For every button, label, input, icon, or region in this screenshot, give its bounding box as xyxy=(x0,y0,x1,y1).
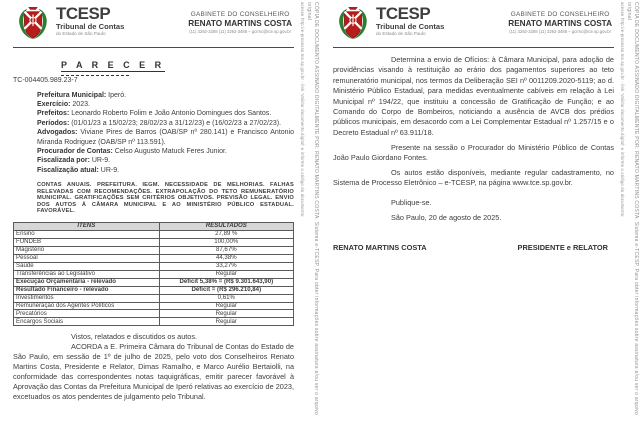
table-column-header: ITENS xyxy=(14,222,160,230)
logo-acronym: TCESP xyxy=(376,4,431,23)
body-paragraph: São Paulo, 20 de agosto de 2025. xyxy=(391,212,502,222)
table-cell-item: Investimentos xyxy=(14,294,160,302)
signature-role: PRESIDENTE e RELATOR xyxy=(517,243,608,253)
case-info-label: Exercício: xyxy=(37,100,71,108)
body-paragraph: ACORDA a E. Primeira Câmara do Tribunal de Contas do Estado de São Paulo, em sessão de 1º de julho de 2025, pelo voto dos Conselheiros Renato Martins Costa, Presidente e Relator, Dimas Ramalho, e Marco Aurélio Bertaiolli, na conformidade das correspondentes notas taquigráficas, emitir parecer favorável à Aprovação das Contas da Prefeitura Municipal de Iperó relativas ao exercício de 2023, excetuados os atos pendentes de julgamento pelo Tribunal. xyxy=(13,342,294,401)
case-info-label: Prefeitura Municipal: xyxy=(37,91,107,99)
case-info-line: Fiscalizada por: UR-9. xyxy=(37,157,111,165)
case-info-label: Fiscalização atual: xyxy=(37,166,99,174)
body-paragraph: Presente na sessão o Procurador do Ministério Público de Contas João Paulo Giordano Fontes. xyxy=(333,142,614,163)
table-cell-item: Saúde xyxy=(14,262,160,270)
table-cell-result: Regular xyxy=(159,310,293,318)
office-block xyxy=(188,5,294,34)
case-info-label: Prefeitos: xyxy=(37,110,70,118)
results-table xyxy=(13,222,294,327)
table-row xyxy=(14,294,294,302)
page1-body xyxy=(13,332,294,401)
document-title: P A R E C E R xyxy=(61,60,165,70)
table-cell-item: Ensino xyxy=(14,230,160,238)
office-contact: (11) 3292-3258 (11) 3292-3488 – gcrmc@tce.sp.gov.br xyxy=(509,29,612,34)
watermark-line1: CÓPIA DE DOCUMENTO ASSINADO DIGITALMENTE POR: RENATO MARTINS COSTA. Sistema e-TCESP. Para obter informações sobre assinatura e/ou ver o arquivo original xyxy=(306,2,319,415)
table-cell-result: Déficit = (R$ 296.210,84) xyxy=(159,286,293,294)
table-header-row xyxy=(14,222,294,230)
page-2 xyxy=(320,0,640,426)
case-info-line: Procurador de Contas: Celso Augusto Matuck Feres Junior. xyxy=(37,147,227,155)
sao-paulo-coat-of-arms-icon xyxy=(13,6,53,44)
body-paragraph: Vistos, relatados e discutidos os autos. xyxy=(71,332,198,342)
table-cell-item: Precatórios xyxy=(14,310,160,318)
case-info-label: Procurador de Contas: xyxy=(37,147,113,155)
logo-subtitle: Tribunal de Contas xyxy=(56,22,125,31)
title-block xyxy=(61,55,165,76)
table-cell-result: 87,67% xyxy=(159,246,293,254)
logo-subtitle: Tribunal de Contas xyxy=(376,22,445,31)
sao-paulo-coat-of-arms-icon xyxy=(333,6,373,44)
table-cell-result: 0,61% xyxy=(159,294,293,302)
body-paragraph: Publique-se. xyxy=(391,197,432,207)
table-cell-result: 27,89 % xyxy=(159,230,293,238)
case-info-label: Fiscalizada por: xyxy=(37,157,90,165)
case-info-label: Advogados: xyxy=(37,129,78,137)
table-row xyxy=(14,230,294,238)
logo-subtitle-2: do Estado de São Paulo xyxy=(56,30,106,36)
table-cell-result: 100,00% xyxy=(159,238,293,246)
table-cell-item: Execução Orçamentária - relevado xyxy=(14,278,160,286)
table-cell-result: Regular xyxy=(159,302,293,310)
watermark-line2: acesse http://e-processo.tce.sp.gov.br - link 'Validar documento digital' e informe o código do documento: xyxy=(620,2,625,218)
header-divider xyxy=(13,47,294,48)
office-title: GABINETE DO CONSELHEIRO xyxy=(510,11,610,18)
case-info-block xyxy=(37,91,294,176)
case-info-line: Fiscalização atual: UR-9. xyxy=(37,166,120,174)
table-cell-item: Transferências ao Legislativo xyxy=(14,270,160,278)
counselor-name: RENATO MARTINS COSTA xyxy=(508,19,612,28)
case-number: TC-004405.989.23-7 xyxy=(13,76,78,84)
office-title: GABINETE DO CONSELHEIRO xyxy=(190,11,290,18)
office-block xyxy=(508,5,614,34)
page2-body xyxy=(333,55,614,223)
signature-name: RENATO MARTINS COSTA xyxy=(333,243,427,253)
watermark-line2: acesse http://e-processo.tce.sp.gov.br - link 'Validar documento digital' e informe o código do documento: xyxy=(300,2,305,218)
case-info-line: Períodos: (01/01/23 a 15/02/23; 28/02/23 a 31/12/23) e (16/02/23 a 27/02/23). xyxy=(37,119,282,127)
watermark-line1: CÓPIA DE DOCUMENTO ASSINADO DIGITALMENTE POR: RENATO MARTINS COSTA. Sistema e-TCESP. Para obter informações sobre assinatura e/ou ver o arquivo original xyxy=(626,2,639,415)
table-row xyxy=(14,262,294,270)
table-column-header: RESULTADOS xyxy=(159,222,293,230)
table-row xyxy=(14,246,294,254)
case-info-label: Períodos: xyxy=(37,119,70,127)
table-cell-item: Encargos Sociais xyxy=(14,318,160,326)
table-row xyxy=(14,278,294,286)
case-info-line: Prefeitos: Leonardo Roberto Folim e João Antonio Domingues dos Santos. xyxy=(37,110,272,118)
table-row xyxy=(14,318,294,326)
counselor-name: RENATO MARTINS COSTA xyxy=(188,19,292,28)
table-row xyxy=(14,310,294,318)
ementa-summary: CONTAS ANUAIS. PREFEITURA. IEGM. NECESSIDADE DE MELHORIAS. FALHAS RELEVADAS COM RECOMENDAÇÕES. EXTRAPOLAÇÃO DO TETO REMUNERATÓRIO MUNICIPAL. GRATIFICAÇÕES SEM CRITÉRIOS OBJETIVOS. PREVISÃO LEGAL. ENVIO DOS AUTOS À CÂMARA MUNICIPAL E AO MINISTÉRIO PÚBLICO ESTADUAL. FAVORÁVEL. xyxy=(37,182,294,215)
page2-header xyxy=(333,5,614,44)
page1-header xyxy=(13,5,294,44)
table-row xyxy=(14,238,294,246)
logo-acronym: TCESP xyxy=(56,4,111,23)
table-row xyxy=(14,286,294,294)
table-row xyxy=(14,254,294,262)
table-cell-result: Regular xyxy=(159,318,293,326)
table-row xyxy=(14,270,294,278)
table-cell-result: Déficit 5,38% = (R$ 9.301.643,90) xyxy=(159,278,293,286)
table-row xyxy=(14,302,294,310)
office-contact: (11) 3292-3258 (11) 3292-3488 – gcrmc@tce.sp.gov.br xyxy=(189,29,292,34)
body-paragraph: Os autos estão disponíveis, mediante regular cadastramento, no Sistema de Processo Eletrônico – e-TCESP, na página www.tce.sp.gov.br. xyxy=(333,168,614,188)
title-dashed-underline xyxy=(61,75,129,76)
table-cell-item: Magistério xyxy=(14,246,160,254)
digital-signature-watermark xyxy=(619,2,639,424)
table-cell-item: Remuneração dos Agentes Políticos xyxy=(14,302,160,310)
table-cell-result: Regular xyxy=(159,270,293,278)
case-info-line: Exercício: 2023. xyxy=(37,100,90,108)
header-divider xyxy=(333,47,614,48)
table-cell-result: 33,27% xyxy=(159,262,293,270)
table-cell-item: FUNDEB xyxy=(14,238,160,246)
signature-row xyxy=(333,243,614,252)
table-cell-item: Pessoal xyxy=(14,254,160,262)
table-cell-result: 44,38% xyxy=(159,254,293,262)
tcesp-wordmark xyxy=(56,5,124,36)
body-paragraph: Determina a envio de Ofícios: à Câmara Municipal, para adoção de providências visando à restituição ao erário dos pagamentos superiores ao teto remuneratório municipal, nos termos da Deliberação SEI nº 0011209.2020-5119; ao d. Ministério Público Estadual, para medidas eventualmente cabíveis em relação à Lei Municipal nº 194/22, que instituiu a concessão de Gratificação de Função; e ao Comando do Corpo de Bombeiros, noticiando a ausência de AVCB dos prédios públicos municipais, em desacordo com a Lei Complementar Estadual nº 1.257/15 e o Decreto Estadual nº 63.911/18. xyxy=(333,55,614,137)
case-info-line: Prefeitura Municipal: Iperó. xyxy=(37,91,127,99)
logo-subtitle-2: do Estado de São Paulo xyxy=(376,30,426,36)
case-info-line: Advogados: Viviane Pires de Barros (OAB/SP nº 280.141) e Francisco Antonio Miranda Rodriguez (OAB/SP nº 113.591). xyxy=(37,129,294,146)
table-cell-item: Resultado Financeiro - relevado xyxy=(14,286,160,294)
digital-signature-watermark xyxy=(299,2,319,424)
tcesp-wordmark xyxy=(376,5,444,36)
